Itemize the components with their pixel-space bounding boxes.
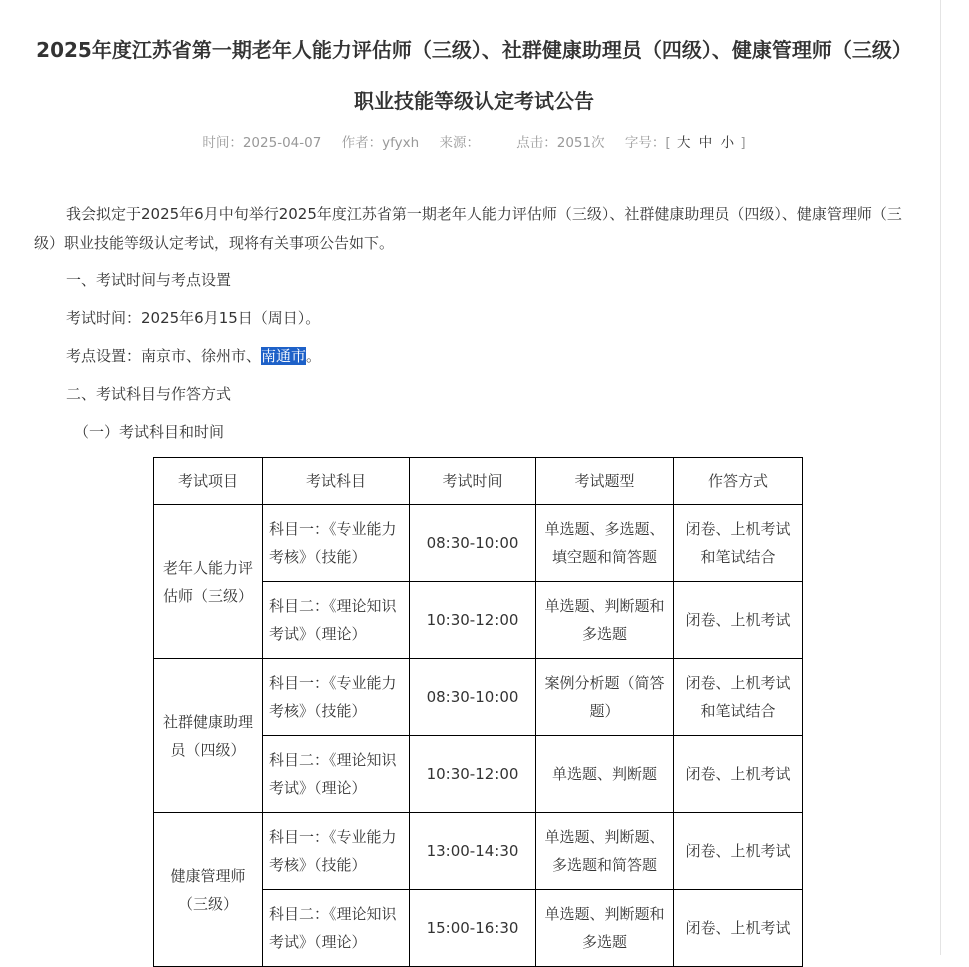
font-size-medium-link[interactable]: 中 bbox=[698, 135, 713, 151]
column-header: 考试题型 bbox=[536, 458, 674, 505]
page-title: 2025年度江苏省第一期老年人能力评估师（三级）、社群健康助理员（四级）、健康管理师（三级） bbox=[36, 38, 912, 62]
exam-schedule-table bbox=[153, 457, 803, 967]
question-type-cell: 单选题、判断题和多选题 bbox=[536, 582, 674, 659]
exam-project-cell: 老年人能力评估师（三级） bbox=[154, 505, 263, 659]
article-meta bbox=[0, 131, 948, 151]
page-subtitle: 职业技能等级认定考试公告 bbox=[354, 89, 594, 113]
answer-mode-cell: 闭卷、上机考试 bbox=[674, 813, 803, 890]
venue-paragraph bbox=[66, 342, 321, 371]
section-heading-1: 一、考试时间与考点设置 bbox=[66, 271, 232, 289]
question-type-cell: 单选题、判断题、多选题和简答题 bbox=[536, 813, 674, 890]
selected-text-highlight[interactable]: 南通市 bbox=[261, 347, 307, 365]
author: 作者：yfyxh bbox=[341, 135, 420, 151]
time-cell: 13:00-14:30 bbox=[410, 813, 536, 890]
column-header: 作答方式 bbox=[674, 458, 803, 505]
exam-time-paragraph: 考试时间：2025年6月15日（周日）。 bbox=[66, 309, 321, 327]
question-type-cell: 单选题、判断题和多选题 bbox=[536, 890, 674, 967]
answer-mode-cell: 闭卷、上机考试 bbox=[674, 582, 803, 659]
exam-project-cell: 健康管理师（三级） bbox=[154, 813, 263, 967]
time-cell: 10:30-12:00 bbox=[410, 736, 536, 813]
time-cell: 08:30-10:00 bbox=[410, 659, 536, 736]
venue-period: 。 bbox=[306, 347, 322, 365]
column-header: 考试时间 bbox=[410, 458, 536, 505]
subject-cell: 科目一：《专业能力考核》（技能） bbox=[263, 659, 410, 736]
subject-cell: 科目二：《理论知识考试》（理论） bbox=[263, 736, 410, 813]
time-cell: 15:00-16:30 bbox=[410, 890, 536, 967]
question-type-cell: 案例分析题（简答题） bbox=[536, 659, 674, 736]
answer-mode-cell: 闭卷、上机考试 bbox=[674, 736, 803, 813]
publish-date: 时间：2025-04-07 bbox=[202, 135, 322, 151]
answer-mode-cell: 闭卷、上机考试和笔试结合 bbox=[674, 659, 803, 736]
click-count: 点击：2051次 bbox=[516, 135, 605, 151]
intro-paragraph: 我会拟定于2025年6月中旬举行2025年度江苏省第一期老年人能力评估师（三级）、社群健康助理员（四级）、健康管理师（三级）职业技能等级认定考试，现将有关事项公告如下。 bbox=[34, 205, 902, 252]
exam-project-cell: 社群健康助理员（四级） bbox=[154, 659, 263, 813]
subject-cell: 科目一：《专业能力考核》（技能） bbox=[263, 813, 410, 890]
subsection-heading: （一）考试科目和时间 bbox=[74, 423, 225, 441]
table-row bbox=[154, 813, 803, 890]
subject-cell: 科目二：《理论知识考试》（理论） bbox=[263, 582, 410, 659]
column-header: 考试项目 bbox=[154, 458, 263, 505]
question-type-cell: 单选题、多选题、填空题和简答题 bbox=[536, 505, 674, 582]
venue-text: 考点设置：南京市、徐州市、 bbox=[66, 347, 262, 365]
subject-cell: 科目二：《理论知识考试》（理论） bbox=[263, 890, 410, 967]
font-size-control: 字号：[ 大 中 小 ] bbox=[624, 135, 746, 151]
source: 来源： bbox=[439, 135, 480, 151]
table-header-row bbox=[154, 458, 803, 505]
time-cell: 10:30-12:00 bbox=[410, 582, 536, 659]
column-header: 考试科目 bbox=[263, 458, 410, 505]
question-type-cell: 单选题、判断题 bbox=[536, 736, 674, 813]
subject-cell: 科目一：《专业能力考核》（技能） bbox=[263, 505, 410, 582]
section-heading-2: 二、考试科目与作答方式 bbox=[66, 385, 232, 403]
time-cell: 08:30-10:00 bbox=[410, 505, 536, 582]
table-row bbox=[154, 659, 803, 736]
answer-mode-cell: 闭卷、上机考试和笔试结合 bbox=[674, 505, 803, 582]
font-size-small-link[interactable]: 小 bbox=[720, 135, 735, 151]
answer-mode-cell: 闭卷、上机考试 bbox=[674, 890, 803, 967]
table-row bbox=[154, 505, 803, 582]
font-size-large-link[interactable]: 大 bbox=[676, 135, 691, 151]
